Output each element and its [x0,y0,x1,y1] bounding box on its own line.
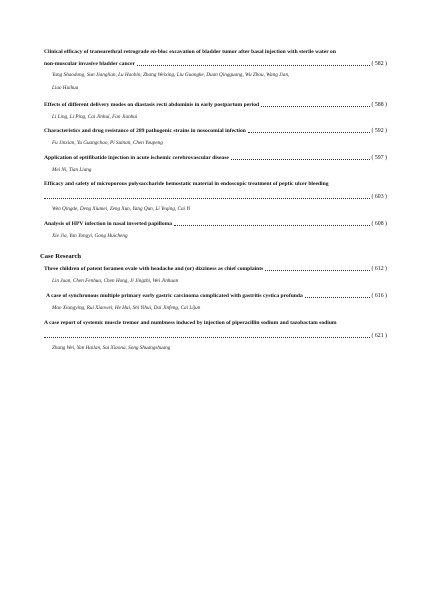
toc-entry-title-row [44,293,387,300]
toc-entry-authors: Mei Ni, Tian Liang [52,167,92,173]
toc-entry-authors: Mao Xiangying, Rui Xiaowei, He Hui, Shi Yihui, Dai Jinfeng, Cai Lijun [52,305,201,311]
toc-entry-title-line-2: non-muscular invasive bladder cancer [44,61,136,67]
toc-entry-title: Efficacy and safety of microporous polysaccharide hemostatic material in endoscopic treatment of peptic ulcer bleeding [44,181,329,187]
toc-entry-title-row [44,181,387,188]
dot-leader [305,297,370,298]
toc-entry-patent-foramen-ovale[interactable] [44,266,387,285]
toc-entry-piperacillin-case[interactable] [44,320,387,352]
toc-entry-page-number: ( 592 ) [371,128,387,134]
toc-entry-authors: Wen Qingde, Deng Xiumei, Zeng Xun, Yang Qun, Li Yeqing, Cai Yi [52,206,191,212]
toc-entry-page-number: ( 621 ) [371,333,387,339]
toc-entry-leader-row [44,194,387,201]
toc-entry-page-number: ( 603 ) [371,194,387,200]
toc-entry-title: A case of synchronous multiple primary early gastric carcinoma complicated with gastritis cystica profunda [46,293,303,299]
toc-entry-authors: Lin Juan, Chen Fenhua, Chen Hong, Ji Jingzhi, Wei Jinhuan [52,278,179,284]
toc-entry-title-row [44,128,387,135]
toc-entry-page-number: ( 612 ) [371,266,387,272]
toc-entry-authors: Xie Jia, Yan Yongyi, Gong Huicheng [52,233,128,239]
toc-entry-authors: Li Ling, Li Ping, Cai Jinhui, Fan Jianhui [52,114,138,120]
toc-entry-page-number: ( 582 ) [371,61,387,67]
toc-entry-page-number: ( 597 ) [371,155,387,161]
toc-entry-title-line-1: Clinical efficacy of transurethral retrograde en-bloc excavation of bladder tumor after basal injection with sterile water on [44,49,336,55]
toc-entry-diastasis-recti[interactable] [44,102,387,121]
toc-entry-gastric-carcinoma[interactable] [44,293,387,312]
toc-entry-title [44,49,387,56]
toc-entry-hpv-infection[interactable] [44,221,387,240]
toc-entry-leader-row [44,333,387,340]
toc-entry-title: Application of eptifibatide injection in acute ischemic cerebrovascular disease [44,155,229,161]
dot-leader [44,198,370,199]
toc-entry-title-row [44,221,387,228]
dot-leader [44,337,370,338]
toc-entry-eptifibatide[interactable] [44,155,387,174]
toc-entry-authors: Fu Jinxian, Yu Guangchao, Pi Suinan, Chen Youpeng [52,140,163,146]
toc-entry-authors: Yang Shaodong, Sun Jianglian, Lu Haobin, Zhang Weixing, Liu Guangke, Duan Qingguang, Wu Zhou, Wang Jian, [52,72,290,78]
toc-entry-page-number: ( 608 ) [371,221,387,227]
toc-entry-title: Characteristics and drug resistance of 289 pathogenic strains in nosocomial infection [44,128,246,134]
toc-entry-bladder-tumor[interactable] [44,49,387,92]
dot-leader [248,132,370,133]
dot-leader [174,225,369,226]
dot-leader [261,106,369,107]
toc-entry-title: A case report of systemic muscle tremor and numbness induced by injection of piperacillin sodium and tazobactam sodium [44,320,337,326]
section-heading: Case Research [40,253,82,260]
toc-entry-title-row [44,155,387,162]
toc-entry-title: Effects of different delivery modes on diastasis recti abdominis in early postpartum period [44,102,260,108]
toc-entry-authors-continued: Liao Huihua [52,85,79,91]
toc-entry-title-row [44,320,387,327]
toc-entry-peptic-ulcer-bleeding[interactable] [44,181,387,213]
toc-entry-nosocomial-infection[interactable] [44,128,387,147]
dot-leader [231,159,370,160]
dot-leader [137,65,370,66]
dot-leader [265,270,369,271]
toc-entry-page-number: ( 616 ) [371,293,387,299]
toc-entry-title-row [44,266,387,273]
toc-entry-authors: Zhang Wei, Yan Hailan, Sui Xiaona, Song Shuangshuang [52,345,171,351]
toc-entry-page-number: ( 588 ) [371,102,387,108]
toc-entry-title-continued [44,61,387,68]
toc-entry-title: Three children of patent foramen ovale with headache and (or) dizziness as chief complaints [44,266,264,272]
toc-entry-title-row [44,102,387,109]
toc-entry-title: Analysis of HPV infection in nasal inverted papilloma [44,221,173,227]
